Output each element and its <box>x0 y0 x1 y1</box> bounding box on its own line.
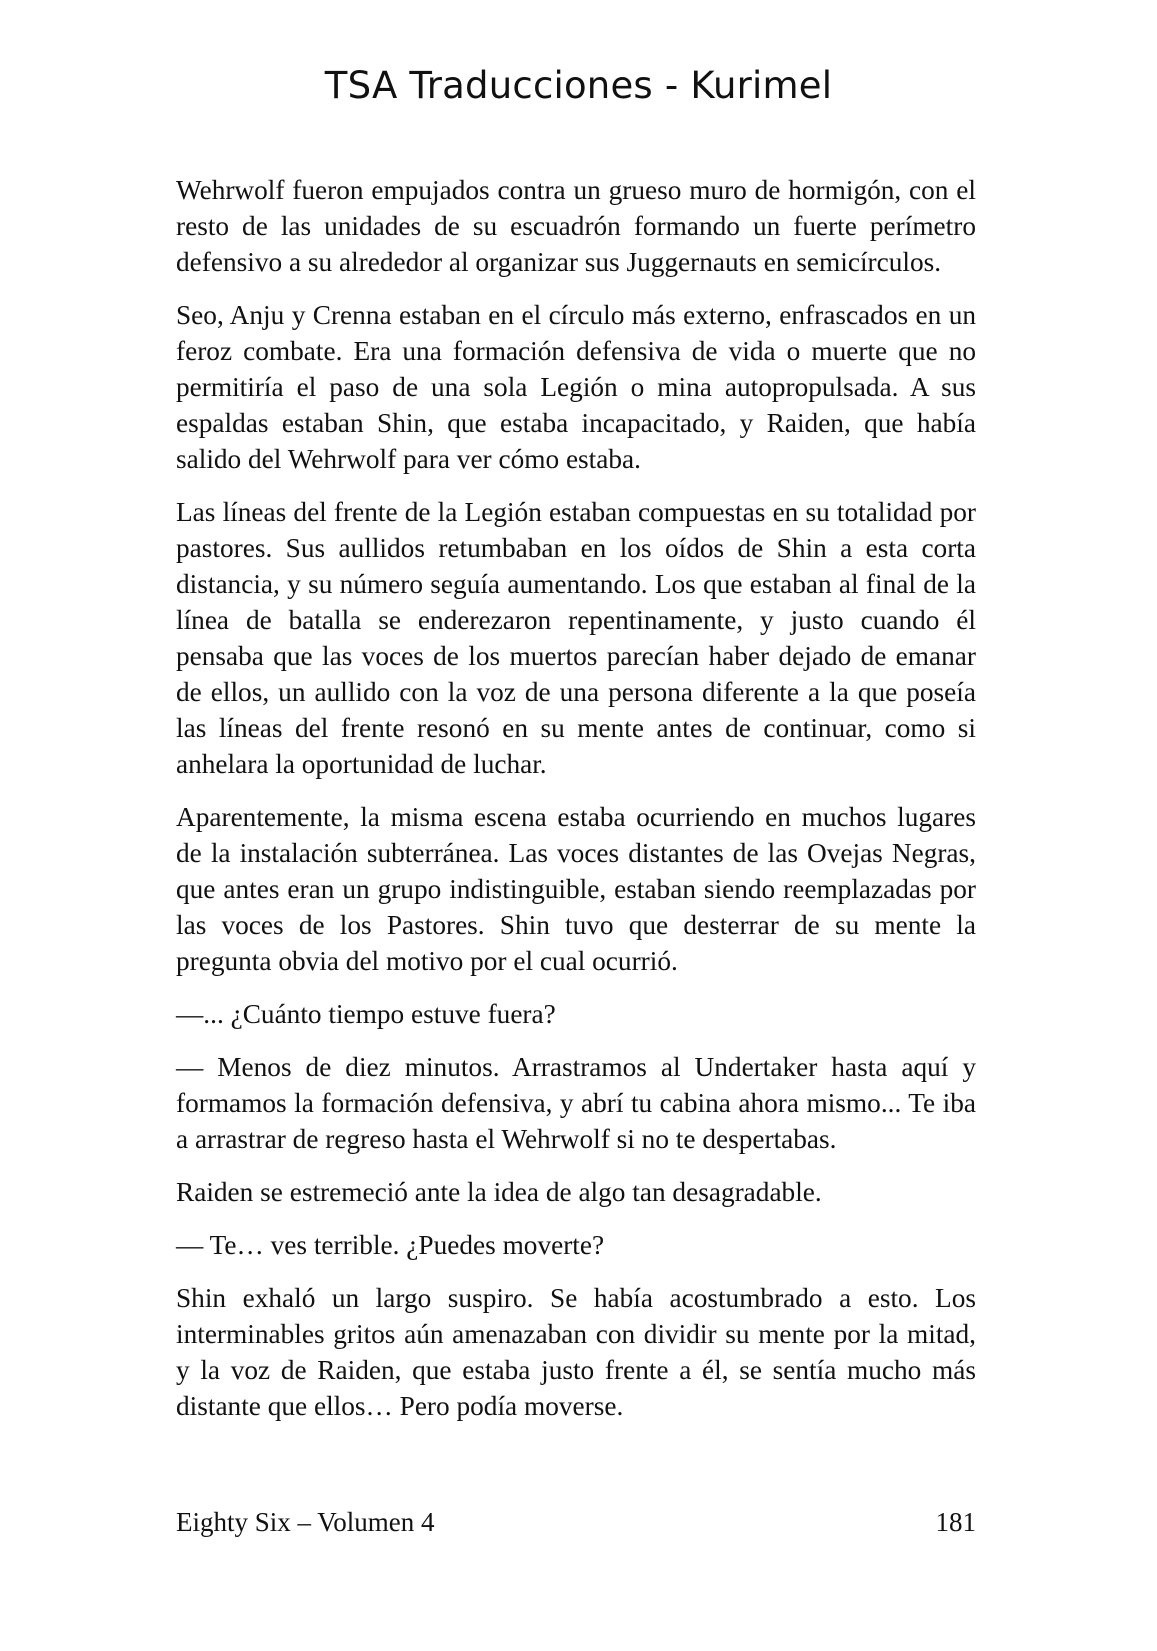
body-text <box>176 172 976 1441</box>
paragraph: Shin exhaló un largo suspiro. Se había acostumbrado a esto. Los interminables gritos aún amenazaban con dividir su mente por la mitad, y la voz de Raiden, que estaba justo frente a él, se sentía mucho más distante que ellos… Pero podía moverse. <box>176 1283 976 1421</box>
page-footer <box>176 1507 976 1538</box>
dialogue-line: — Te… ves terrible. ¿Puedes moverte? <box>176 1230 605 1260</box>
paragraph: Aparentemente, la misma escena estaba ocurriendo en muchos lugares de la instalación subterránea. Las voces distantes de las Ovejas Negras, que antes eran un grupo indistinguible, estaban siendo reemplazadas por las voces de los Pastores. Shin tuvo que desterrar de su mente la pregunta obvia del motivo por el cual ocurrió. <box>176 802 976 976</box>
page-number: 181 <box>935 1507 976 1537</box>
paragraph: Raiden se estremeció ante la idea de algo tan desagradable. <box>176 1177 822 1207</box>
page-header: TSA Traducciones - Kurimel <box>324 64 833 107</box>
paragraph: Seo, Anju y Crenna estaban en el círculo más externo, enfrascados en un feroz combate. Era una formación defensiva de vida o muerte que no permitiría el paso de una sola Legión o mina autopropulsada. A sus espaldas estaban Shin, que estaba incapacitado, y Raiden, que había salido del Wehrwolf para ver cómo estaba. <box>176 300 976 474</box>
dialogue-line: — Menos de diez minutos. Arrastramos al Undertaker hasta aquí y formamos la formación defensiva, y abrí tu cabina ahora mismo... Te iba a arrastrar de regreso hasta el Wehrwolf si no te despertabas. <box>176 1052 976 1154</box>
footer-book-title: Eighty Six – Volumen 4 <box>176 1507 435 1537</box>
dialogue-line: —... ¿Cuánto tiempo estuve fuera? <box>176 999 556 1029</box>
paragraph: Wehrwolf fueron empujados contra un grueso muro de hormigón, con el resto de las unidades de su escuadrón formando un fuerte perímetro defensivo a su alrededor al organizar sus Juggernauts en semicírculos. <box>176 175 976 277</box>
paragraph: Las líneas del frente de la Legión estaban compuestas en su totalidad por pastores. Sus aullidos retumbaban en los oídos de Shin a esta corta distancia, y su número seguía aumentando. Los que estaban al final de la línea de batalla se enderezaron repentinamente, y justo cuando él pensaba que las voces de los muertos parecían haber dejado de emanar de ellos, un aullido con la voz de una persona diferente a la que poseía las líneas del frente resonó en su mente antes de continuar, como si anhelara la oportunidad de luchar. <box>176 497 976 779</box>
